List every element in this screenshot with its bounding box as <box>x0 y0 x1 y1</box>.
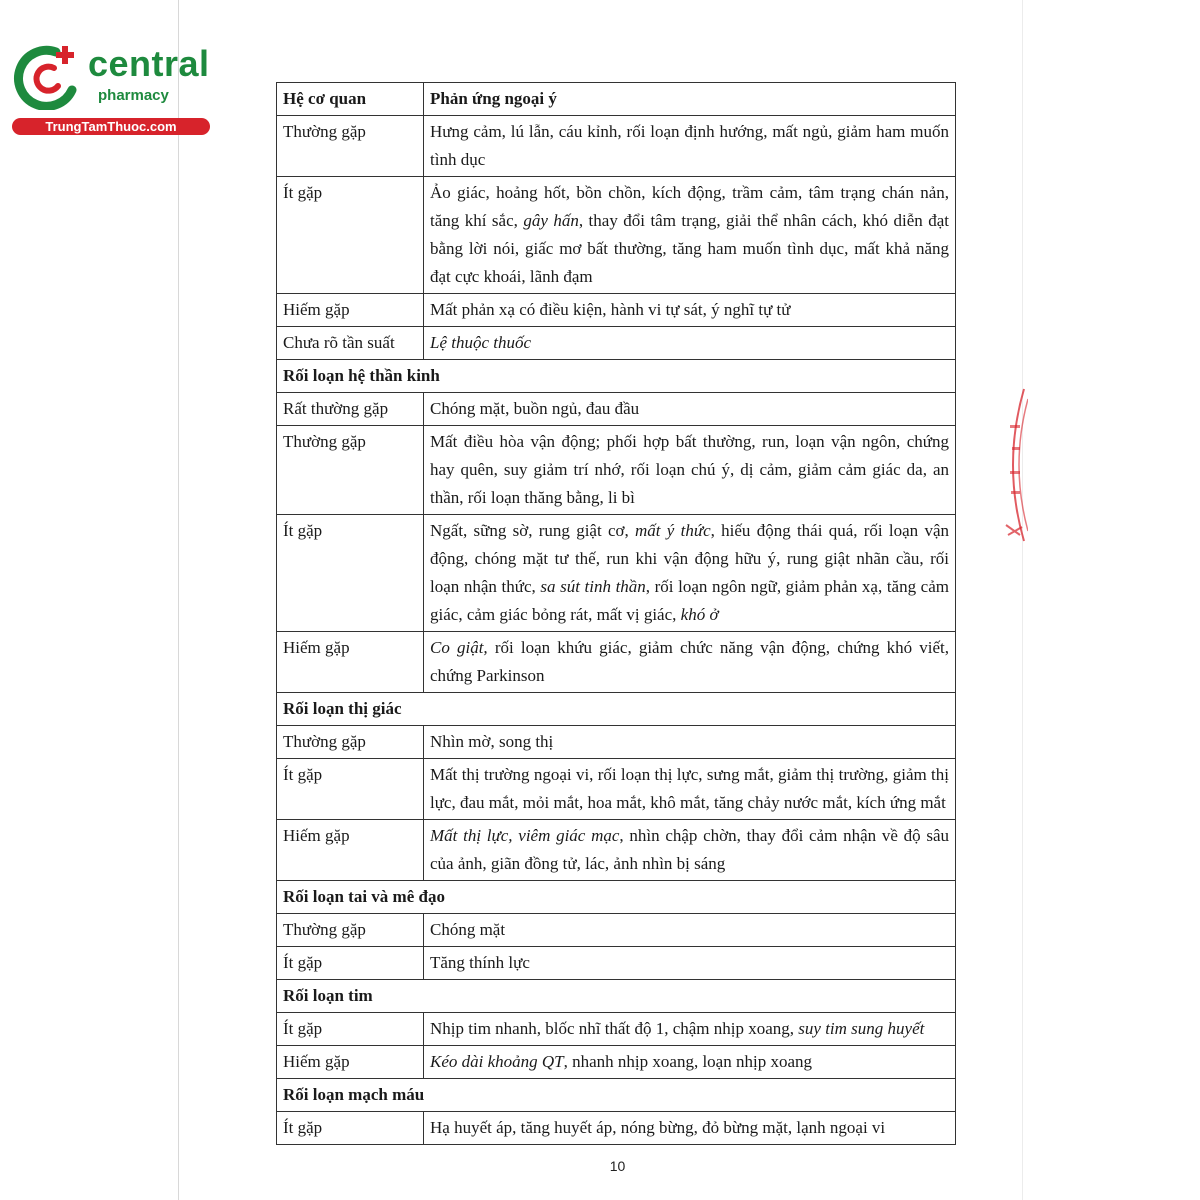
reaction-cell <box>424 393 956 426</box>
frequency-cell: Ít gặp <box>277 1013 424 1046</box>
page-edge-right <box>1022 0 1023 1200</box>
reaction-text: Hạ huyết áp, tăng huyết áp, nóng bừng, đỏ bừng mặt, lạnh ngoại vi <box>430 1118 886 1137</box>
central-pharmacy-logo[interactable] <box>10 38 215 138</box>
reaction-text-italic: Lệ thuộc thuốc <box>430 333 532 352</box>
table-header-row <box>277 83 956 116</box>
reaction-text: , nhìn chập chờn, thay đổi cảm nhận về độ sâu của ảnh, giãn đồng tử, lác, ảnh nhìn bị sáng <box>430 826 949 873</box>
reaction-text-italic: gây hấn <box>523 211 579 230</box>
adverse-reactions-table <box>276 82 956 1145</box>
reaction-cell <box>424 947 956 980</box>
section-title: Rối loạn thị giác <box>277 693 956 726</box>
frequency-cell: Thường gặp <box>277 116 424 177</box>
central-logo-icon <box>10 38 90 110</box>
table-row <box>277 515 956 632</box>
logo-sub-text: pharmacy <box>98 87 169 104</box>
reaction-cell <box>424 1046 956 1079</box>
frequency-cell: Rất thường gặp <box>277 393 424 426</box>
reaction-cell <box>424 820 956 881</box>
reaction-text-italic: Co giật, <box>430 638 488 657</box>
table-row <box>277 947 956 980</box>
reaction-text: Ảo giác, hoảng hốt, bồn chồn, kích động, trầm cảm, tâm trạng chán nản, tăng khí sắc, <box>430 183 949 230</box>
table-row <box>277 726 956 759</box>
section-title: Rối loạn tai và mê đạo <box>277 881 956 914</box>
reaction-cell <box>424 1013 956 1046</box>
reaction-text: Nhìn mờ, song thị <box>430 732 554 751</box>
reaction-text-italic: mất ý thức <box>635 521 711 540</box>
reaction-text: Mất phản xạ có điều kiện, hành vi tự sát, ý nghĩ tự tử <box>430 300 791 319</box>
reaction-text-italic: suy tim sung huyết <box>798 1019 925 1038</box>
section-row <box>277 1079 956 1112</box>
table-row <box>277 294 956 327</box>
reaction-text: Nhịp tim nhanh, blốc nhĩ thất độ 1, chậm nhịp xoang, <box>430 1019 799 1038</box>
reaction-text: Mất điều hòa vận động; phối hợp bất thường, run, loạn vận ngôn, chứng hay quên, suy giảm trí nhớ, rối loạn chú ý, dị cảm, giảm cảm giác da, an thần, rối loạn thăng bằng, li bì <box>430 432 949 507</box>
reaction-text: , rối loạn ngôn ngữ, giảm phản xạ, tăng cảm giác, cảm giác bỏng rát, mất vị giác, <box>430 577 949 624</box>
section-row <box>277 980 956 1013</box>
reaction-text: Chóng mặt, buồn ngủ, đau đầu <box>430 399 640 418</box>
table-row <box>277 759 956 820</box>
reaction-cell <box>424 759 956 820</box>
reaction-text-italic: khó ở <box>680 605 719 624</box>
page-number: 10 <box>609 1158 626 1174</box>
section-row <box>277 360 956 393</box>
logo-url-badge[interactable]: TrungTamThuoc.com <box>12 118 210 135</box>
table-row <box>277 1112 956 1145</box>
reaction-cell <box>424 726 956 759</box>
reaction-text-italic: Kéo dài khoảng QT <box>430 1052 564 1071</box>
reaction-cell <box>424 426 956 515</box>
frequency-cell: Thường gặp <box>277 726 424 759</box>
table-row <box>277 914 956 947</box>
table-row <box>277 327 956 360</box>
frequency-cell: Ít gặp <box>277 759 424 820</box>
frequency-cell: Thường gặp <box>277 426 424 515</box>
frequency-cell: Hiếm gặp <box>277 632 424 693</box>
reaction-cell <box>424 1112 956 1145</box>
header-adverse-reaction: Phản ứng ngoại ý <box>424 83 956 116</box>
section-title: Rối loạn mạch máu <box>277 1079 956 1112</box>
table-row <box>277 632 956 693</box>
reaction-text: , hiếu động thái quá, rối loạn vận động, chóng mặt tư thế, run khi vận động hữu ý, rung giật nhãn cầu, rối loạn nhận thức, <box>430 521 949 596</box>
frequency-cell: Chưa rõ tần suất <box>277 327 424 360</box>
table-row <box>277 393 956 426</box>
frequency-cell: Ít gặp <box>277 1112 424 1145</box>
reaction-cell <box>424 327 956 360</box>
table-row <box>277 116 956 177</box>
table-row <box>277 1013 956 1046</box>
table-row <box>277 177 956 294</box>
reaction-text: rối loạn khứu giác, giảm chức năng vận động, chứng khó viết, chứng Parkinson <box>430 638 949 685</box>
frequency-cell: Ít gặp <box>277 177 424 294</box>
reaction-text-italic: sa sút tinh thần <box>540 577 646 596</box>
frequency-cell: Hiếm gặp <box>277 294 424 327</box>
reaction-cell <box>424 116 956 177</box>
table-row <box>277 820 956 881</box>
section-row <box>277 881 956 914</box>
page-edge-left <box>178 0 179 1200</box>
frequency-cell: Hiếm gặp <box>277 1046 424 1079</box>
reaction-text-italic: Mất thị lực, viêm giác mạc <box>430 826 620 845</box>
frequency-cell: Hiếm gặp <box>277 820 424 881</box>
frequency-cell: Ít gặp <box>277 515 424 632</box>
reaction-cell <box>424 294 956 327</box>
reaction-text: Mất thị trường ngoại vi, rối loạn thị lực, sưng mắt, giảm thị trường, giảm thị lực, đau mắt, mỏi mắt, hoa mắt, khô mắt, tăng chảy nước mắt, kích ứng mắt <box>430 765 949 812</box>
reaction-text: Hưng cảm, lú lẫn, cáu kỉnh, rối loạn định hướng, mất ngủ, giảm ham muốn tình dục <box>430 122 949 169</box>
section-title: Rối loạn hệ thần kinh <box>277 360 956 393</box>
logo-brand-text: central <box>88 43 210 84</box>
header-organ-system: Hệ cơ quan <box>277 83 424 116</box>
section-row <box>277 693 956 726</box>
red-stamp-fragment <box>998 385 1028 545</box>
reaction-cell <box>424 515 956 632</box>
reaction-cell <box>424 914 956 947</box>
section-title: Rối loạn tim <box>277 980 956 1013</box>
reaction-text: Chóng mặt <box>430 920 506 939</box>
table-row <box>277 426 956 515</box>
reaction-text: , nhanh nhịp xoang, loạn nhịp xoang <box>563 1052 812 1071</box>
reaction-text: , thay đổi tâm trạng, giải thể nhân cách, khó diễn đạt bằng lời nói, giấc mơ bất thường, tăng ham muốn tình dục, mất khả năng đạt cực khoái, lãnh đạm <box>430 211 950 286</box>
reaction-text: Ngất, sững sờ, rung giật cơ, <box>430 521 636 540</box>
table-row <box>277 1046 956 1079</box>
reaction-text: Tăng thính lực <box>430 953 530 972</box>
reaction-cell <box>424 632 956 693</box>
frequency-cell: Ít gặp <box>277 947 424 980</box>
frequency-cell: Thường gặp <box>277 914 424 947</box>
reaction-cell <box>424 177 956 294</box>
